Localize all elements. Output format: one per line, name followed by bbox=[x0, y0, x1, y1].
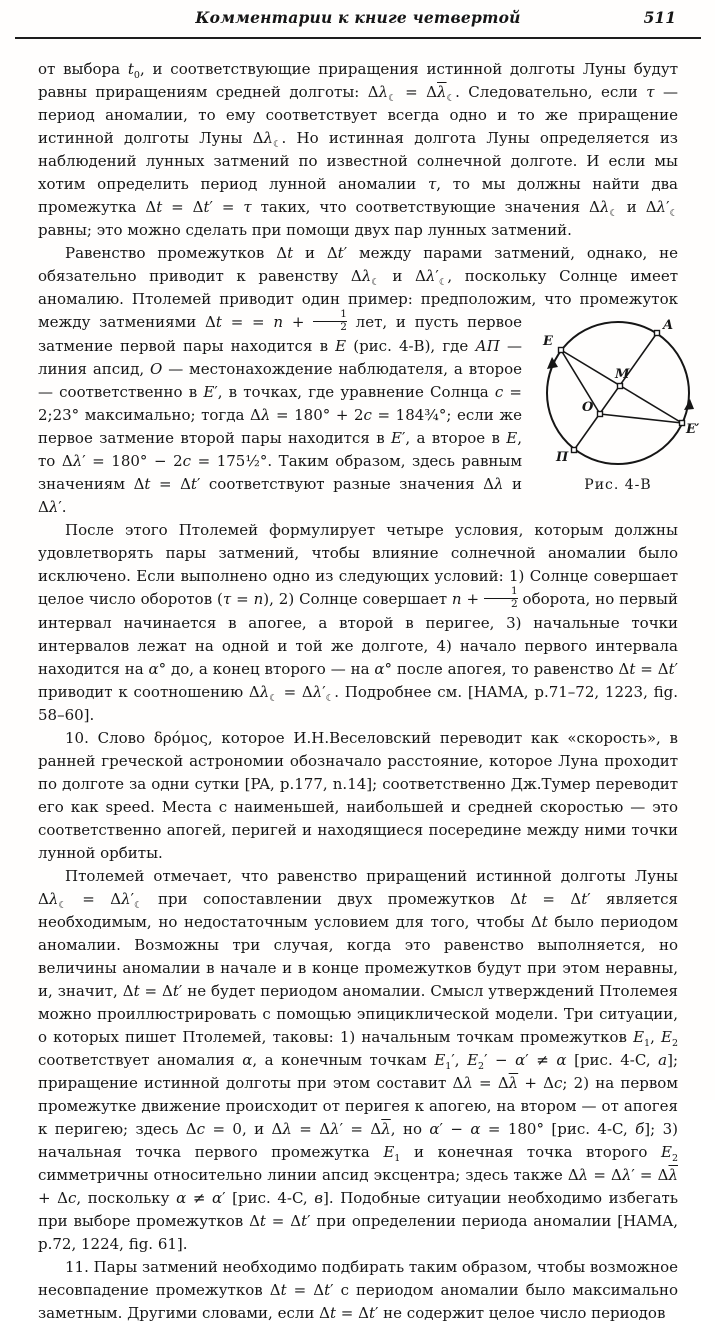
paragraph-continuation: от выбора $t_0$, и соответствующие приращения истинной долготы Луны будут равны приращениям средней долготы: $\Delta\lambda_☾ = \Delta\overline{\lambda}_☾$. Следовательно, если τ — период аномалии, то ему соответствует всегда одно и то же приращение истинной долготы Луны $\Delta\lambda_☾$. Но истинная долгота Луны определяется из наблюдений лунных затмений по известной солнечной долготе. И если мы хотим определить период лунной аномалии τ, то мы должны найти два промежутка Δt = Δt′ = τ таких, что соответствующие значения $\Delta\lambda_☾$ и $\Delta\lambda'_☾$ равны; это можно сделать при помощи двух пар лунных затмений. bbox=[38, 60, 678, 239]
point-o-marker bbox=[598, 412, 603, 417]
note-10-paragraph-2: Птолемей отмечает, что равенство приращений истинной долготы Луны $\Delta\lambda_☾ = \Delta\lambda'_☾$ при сопоставлении двух промежутков Δt = Δt′ является необходимым, но недостаточным условием для того, чтобы Δt было периодом аномалии. Возможны три случая, когда это равенство выполняется, но величины аномалии в начале и в конце промежутков будут при этом неравны, и, значит, Δt = Δt′ не будет периодом аномалии. Смысл утверждений Птолемея можно проиллюстрировать с помощью эпициклической модели. Три ситуации, о которых пишет Птолемей, таковы: 1) начальным точкам промежутков $E_1$, $E_2$ соответствует аномалия α, а конечным точкам $E_1'$, $E_2' - \alpha' \ne \alpha$ [рис. 4-C, а]; приращение истинной долготы при этом составит $\Delta\lambda = \Delta\overline{\lambda} + \Delta c$; 2) на первом промежутке движение происходит от перигея к апогею, на втором — от апогея к перигею; здесь Δc = 0, и $\Delta\lambda = \Delta\lambda' = \Delta\overline{\lambda}$, но α′ − α = 180° [рис. 4-C, б]; 3) начальная точка первого промежутка $E_1$ и конечная точка второго $E_2$ симметричны относительно линии апсид эксцентра; здесь также $\Delta\lambda = \Delta\lambda' = \Delta\overline{\lambda} + \Delta c$, поскольку α ≠ α′ [рис. 4-C, в]. Подобные ситуации необходимо избегать при выборе промежутков Δt = Δt′ при определении периода аномалии [HAMA, p.72, 1224, fig. 61]. bbox=[38, 867, 679, 1254]
note-11-paragraph: 11. Пары затмений необходимо подбирать таким образом, чтобы возможное несовпадение промежутков Δt = Δt′ с периодом аномалии было максимально заметным. Другими словами, если Δt = Δt′ не содержит целое число периодов bbox=[38, 1258, 678, 1323]
point-m-marker bbox=[618, 384, 623, 389]
point-a-marker bbox=[655, 331, 660, 336]
page-number: 511 bbox=[643, 8, 676, 27]
page-body bbox=[38, 58, 700, 1325]
figure-4b bbox=[532, 313, 704, 494]
figure-label-o: O bbox=[582, 400, 594, 415]
paragraph-four-conditions: После этого Птолемей формулирует четыре условия, которым должны удовлетворять пары затмений, чтобы влияние солнечной аномалии было исключено. Если выполнено одно из следующих условий: 1) Солнце совершает целое число оборотов (τ = n), 2) Солнце совершает n + $\frac{1}{2}$ оборота, но первый интервал начинается в апогее, а второй в перигее, 3) начальные точки интервалов лежат на одной и той же долготе, 4) начало первого интервала находится на α° до, а конец второго — на α° после апогея, то равенство Δt = Δt′ приводит к соотношению $\Delta\lambda_☾ = \Delta\lambda'_☾$. Подробнее см. [HAMA, p.71–72, 1223, fig. 58–60]. bbox=[38, 521, 678, 725]
point-e-marker bbox=[559, 348, 564, 353]
running-title: Комментарии к книге четвертой bbox=[195, 8, 521, 27]
header-rule bbox=[15, 37, 701, 39]
figure-caption: Рис. 4-B bbox=[584, 477, 652, 493]
point-pi-marker bbox=[572, 448, 577, 453]
paragraph-eclipse-pairs-start: Равенство промежутков Δt и Δt′ между парами затмений, однако, не обязательно приводит к равенству $\Delta\lambda_☾$ и $\Delta\lambda'_☾$, поскольку Солнце имеет аномалию. Птолемей приводит один пример: предположим, что промежуток между затмениями Δt = bbox=[38, 244, 679, 332]
point-eprime-marker bbox=[680, 421, 685, 426]
paragraph-eclipse-pairs: Равенство промежутков Δt и Δt′ между парами затмений, однако, не обязательно приводит к равенству $\Delta\lambda_☾$ и $\Delta\lambda'_☾$, поскольку Солнце имеет аномалию. Птолемей приводит один пример: предположим, что промежуток между затмениями Δt = = A E M O E′ П Рис. 4-B n + $\frac{1}{2}$ лет, и пусть первое затмение первой пары находится в E (рис. 4-B), где АП — линия апсид, O — местонахождение наблюдателя, а второе — соответственно в E′, в точках, где уравнение Солнца c = 2;23° максимально; тогда Δλ = 180° + 2c = 184¾°; если же первое затмение второй пары находится в E′, а второе в E, то Δλ′ = 180° − 2c = 175½°. Таким образом, здесь равным значениям Δt = Δt′ соответствуют разные значения Δλ и Δλ′. bbox=[38, 242, 678, 519]
figure-label-a: A bbox=[663, 318, 674, 333]
figure-label-m: M bbox=[615, 367, 630, 382]
chord-e-o bbox=[561, 350, 600, 414]
page-header bbox=[38, 8, 678, 32]
figure-label-pi: П bbox=[556, 450, 569, 465]
figure-label-e: E bbox=[543, 334, 553, 349]
figure-label-eprime: E′ bbox=[686, 422, 700, 437]
note-10-paragraph-1: 10. Слово δρόμος, которое И.Н.Веселовский переводит как «скорость», в ранней греческой астрономии обозначало расстояние, которое Луна проходит по долготе за одни сутки [PA, p.177, n.14]; соответственно Дж.Тумер переводит его как speed. Места с наименьшей, наибольшей и средней скоростью — это соответственно апогей, перигей и находящиеся посередине между ними точки лунной орбиты. bbox=[38, 729, 678, 863]
figure-4b-diagram bbox=[532, 313, 704, 471]
paragraph-eclipse-pairs-end: n + $\frac{1}{2}$ лет, и пусть первое затмение первой пары находится в E (рис. 4-B), где АП — линия апсид, O — местонахождение наблюдателя, а второе — соответственно в E′, в точках, где уравнение Солнца c = 2;23° максимально; тогда Δλ = 180° + 2c = 184¾°; если же первое затмение второй пары находится в E′, а второе в E, то Δλ′ = 180° − 2c = 175½°. Таким образом, здесь равным значениям Δt = Δt′ соответствуют разные значения Δλ и Δλ′. bbox=[38, 308, 523, 517]
eccenter-circle bbox=[547, 322, 689, 464]
